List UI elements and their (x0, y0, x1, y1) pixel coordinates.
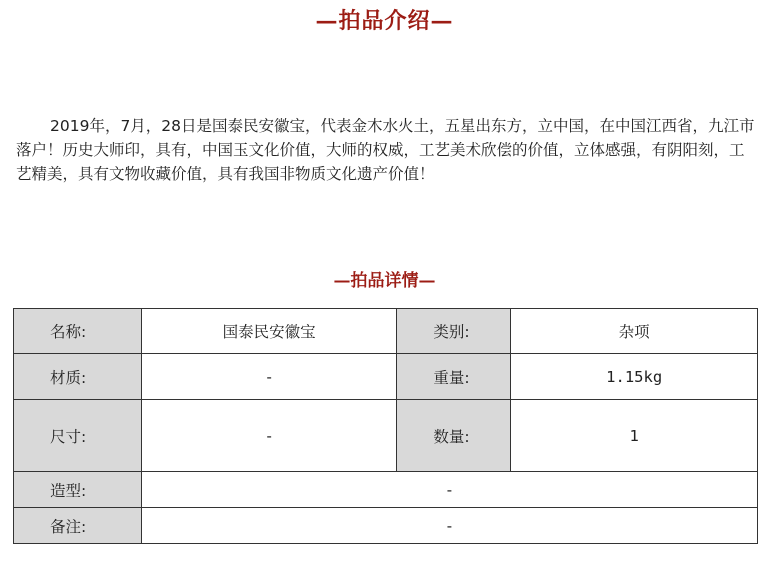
intro-section-title: —拍品介绍— (315, 8, 454, 34)
name-label: 名称: (14, 309, 142, 354)
weight-label: 重量: (397, 354, 511, 400)
details-section-title: —拍品详情— (333, 271, 436, 291)
table-row (14, 472, 758, 508)
size-label: 尺寸: (14, 400, 142, 472)
name-value: 国泰民安徽宝 (141, 309, 397, 354)
weight-value: 1.15kg (511, 354, 758, 400)
note-label: 备注: (14, 508, 142, 544)
category-value: 杂项 (511, 309, 758, 354)
quantity-value: 1 (511, 400, 758, 472)
material-label: 材质: (14, 354, 142, 400)
item-details-table (13, 308, 758, 544)
shape-value: - (141, 472, 757, 508)
note-value: - (141, 508, 757, 544)
size-value: - (141, 400, 397, 472)
category-label: 类别: (397, 309, 511, 354)
quantity-label: 数量: (397, 400, 511, 472)
shape-label: 造型: (14, 472, 142, 508)
table-row (14, 309, 758, 354)
table-row (14, 400, 758, 472)
table-row (14, 354, 758, 400)
intro-description: 2019年，7月，28日是国泰民安徽宝，代表金木水火土，五星出东方，立中国，在中国江西省，九江市落户！历史大师印，具有，中国玉文化价值，大师的权威，工艺美术欣偿的价值，立体感强，有阴阳刻，工艺精美，具有文物收藏价值，具有我国非物质文化遗产价值！ (16, 117, 755, 183)
material-value: - (141, 354, 397, 400)
table-row (14, 508, 758, 544)
